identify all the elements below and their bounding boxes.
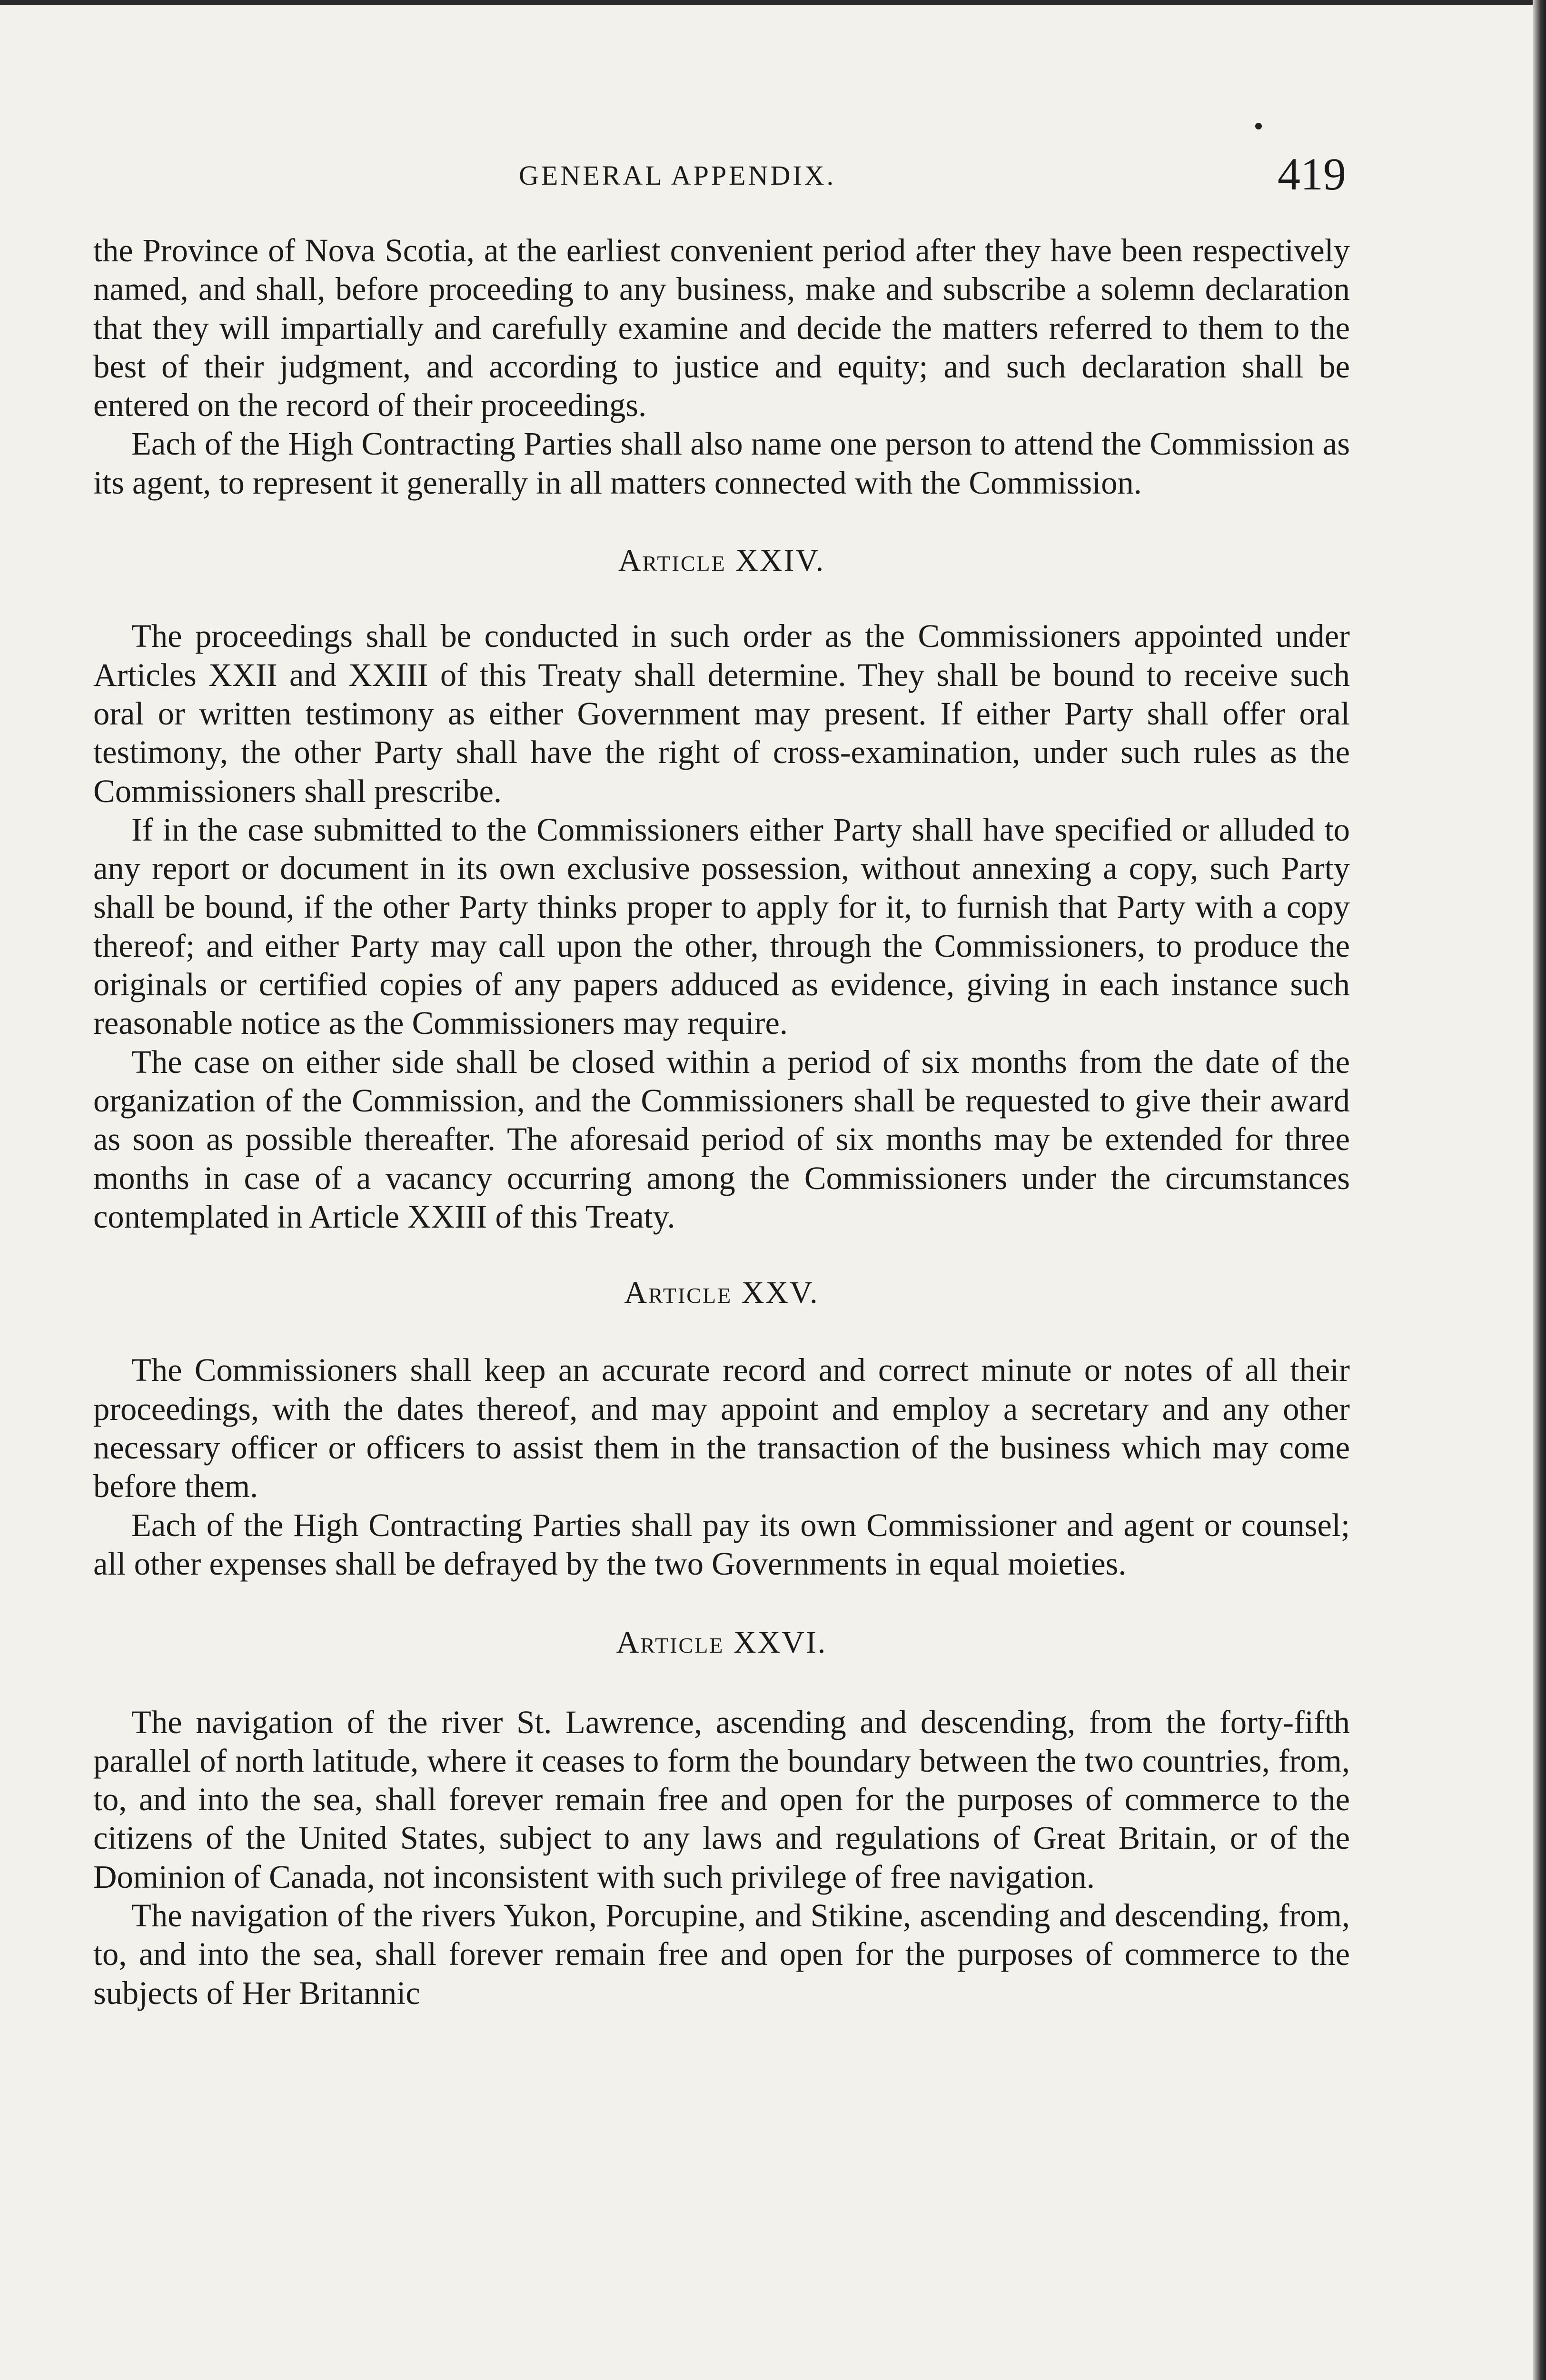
paragraph-expenses: Each of the High Contracting Parties shall pay its own Commissioner and agent or counsel; all other expenses shall be defrayed by the two Governments in equal moieties. [93,1507,1350,1582]
page-header [95,148,1352,205]
paragraph-agent: Each of the High Contracting Parties shall also name one person to attend the Commission as its agent, to represent it generally in all matters connected with the Commission. [93,426,1350,501]
paragraph-proceedings: The proceedings shall be conducted in such order as the Commissioners appointed under Articles XXII and XXIII of this Treaty shall determine. They shall be bound to receive such oral or written testimony as either Government may present. If either Party shall offer oral testimony, the other Party shall have the right of cross-examination, under such rules as the Commissioners shall prescribe. [93,618,1350,809]
article-xxiv-heading: Article XXIV. [618,543,825,578]
paragraph-st-lawrence: The navigation of the river St. Lawrence, ascending and descending, from the forty-fifth parallel of north latitude, where it ceases to form the boundary between the two countries, from, to, and into the sea, shall forever remain free and open for the purposes of commerce to the citizens of the United States, subject to any laws and regulations of Great Britain, or of the Dominion of Canada, not inconsistent with such privilege of free navigation. [93,1704,1350,1895]
article-xxv-heading: Article XXV. [624,1275,819,1310]
page-edge-shadow [1533,0,1546,2380]
running-head: GENERAL APPENDIX. [519,160,836,191]
paragraph-yukon: The navigation of the rivers Yukon, Porcupine, and Stikine, ascending and descending, from, to, and into the sea, shall forever remain free and open for the purposes of commerce to the subjects of Her Britannic [93,1897,1350,2011]
article-xxvi-heading: Article XXVI. [616,1625,827,1660]
page-number: 419 [1278,149,1346,199]
print-speck [1255,123,1262,129]
paragraph-case-closing: The case on either side shall be closed within a period of six months from the date of the organization of the Commission, and the Commissioners shall be requested to give their award as soon as possible thereafter. The aforesaid period of six months may be extended for three months in case of a vacancy occurring among the Commissioners under the circumstances contemplated in Article XXIII of this Treaty. [93,1043,1350,1235]
paragraph-continuation: the Province of Nova Scotia, at the earliest convenient period after they have been respectively named, and shall, before proceeding to any business, make and subscribe a solemn declaration that they will impartially and carefully examine and decide the matters referred to them to the best of their judgment, and according to justice and equity; and such declaration shall be entered on the record of their proceedings. [93,232,1350,424]
paragraph-record: The Commissioners shall keep an accurate record and correct minute or notes of all their proceedings, with the dates thereof, and may appoint and employ a secretary and any other necessary officer or officers to assist them in the transaction of the business which may come before them. [93,1352,1350,1505]
top-border-rule [0,0,1546,5]
page-body [93,231,1350,2013]
paragraph-documents: If in the case submitted to the Commissioners either Party shall have specified or alluded to any report or document in its own exclusive possession, without annexing a copy, such Party shall be bound, if the other Party thinks proper to apply for it, to furnish that Party with a copy thereof; and either Party may call upon the other, through the Commissioners, to produce the originals or certified copies of any papers adduced as evidence, giving in each instance such reasonable notice as the Commissioners may require. [93,811,1350,1041]
